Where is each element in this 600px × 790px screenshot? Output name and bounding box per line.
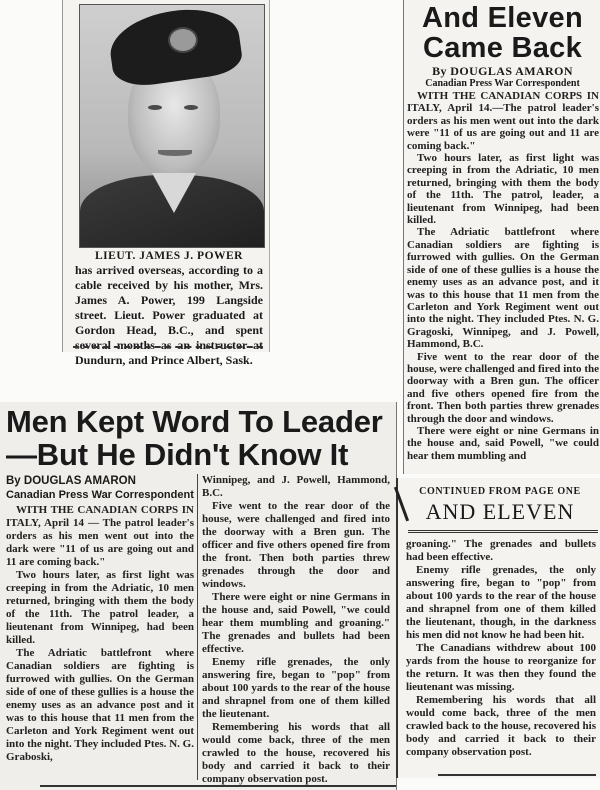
paragraph: Five went to the rear door of the house, were challenged and fired into the doorway with a Bren gun. The officer and five others opened fire from the front. Then both parties threw grenades through the door and windows. — [202, 500, 390, 590]
paragraph: Two hours later, as first light was creeping in from the Adriatic, 10 men returned, bringing with them the body of the 11th. The patrol leader, a lieutenant from Winnipeg, had been killed. — [6, 569, 194, 646]
bottom-rule — [438, 774, 596, 776]
article-headline: And Eleven Came Back — [422, 2, 583, 64]
paragraph: There were eight or nine Germans in the house and, said Powell, "we could hear them mumbling and groaning." The grenades and bullets had been effective. — [202, 591, 390, 655]
paragraph: Enemy rifle grenades, the only answering fire, began to "pop" from about 100 yards to the rear of the house and shrapnel from one of them killed the lieutenant. — [202, 656, 390, 720]
double-rule — [408, 530, 598, 533]
paragraph: The Adriatic battlefront where Canadian soldiers are fighting is furrowed with gullies. On the German side of one of these gullies is a house the enemy uses as an advance post and it was to this house that 11 men from the Carleton and York Regiment went out into the night. They included Ptes. N. G. Graboski, — [6, 647, 194, 763]
paragraph: Five went to the rear door of the house, were challenged and fired into the doorway with a Bren gun. The officer and five others opened fire from the front. Then both parties threw grenades through the door and windows. — [407, 350, 599, 425]
paragraph: The Adriatic battlefront where Canadian soldiers are fighting is furrowed with gullies. On the German side of one of these gullies is a house the enemy uses as an advance post, and it was to this house that 11 men from the Carleton and York Regiment went out into the night. They included Ptes. N. G. Gragoski, Winnipeg, and J. Powell, Hammond, B.C. — [407, 226, 599, 351]
paragraph: Winnipeg, and J. Powell, Hammond, B.C. — [202, 474, 390, 499]
byline-subtitle: Canadian Press War Correspondent — [6, 489, 194, 501]
paragraph: WITH THE CANADIAN CORPS IN ITALY, April 14 — The patrol leader's orders as his men went out into the dark were "11 of us are going out and 11 are coming back." — [6, 504, 194, 568]
byline-subtitle: Canadian Press War Correspondent — [425, 78, 580, 89]
column-divider — [197, 474, 198, 780]
bottom-rule — [40, 785, 396, 787]
paragraph: groaning." The grenades and bullets had been effective. — [406, 538, 596, 563]
paragraph: WITH THE CANADIAN CORPS IN ITALY, April 14.—The patrol leader's orders as his men went out into the dark were "11 of us are going out and 11 are coming back." — [407, 90, 599, 152]
paragraph: Remembering his words that all would come back, three of the men crawled to the house, recovered his body and carried it back to their company observation post. — [202, 721, 390, 785]
headline-line: —But He Didn't Know It — [6, 437, 349, 472]
eye-shape — [184, 105, 198, 110]
mouth-shape — [158, 150, 192, 156]
portrait-photo — [79, 4, 265, 248]
article-body — [404, 90, 600, 462]
dashed-divider — [73, 346, 263, 348]
paragraph: Remembering his words that all would come back, three of the men crawled back to the house, recovered his body and carried it back to their company observation post. — [406, 694, 596, 758]
paragraph: Two hours later, as first light was creeping in from the Adriatic, 10 men returned, bringing with them the body of the 11th. The patrol, leader, a lieutenant from Winnipeg, had been killed. — [407, 152, 599, 227]
photo-clipping — [62, 0, 270, 367]
article-column-1 — [6, 504, 194, 764]
article-body — [398, 538, 600, 759]
photo-caption — [75, 250, 263, 368]
article-column-2 — [202, 474, 390, 786]
continued-label: CONTINUED FROM PAGE ONE — [419, 486, 581, 497]
right-article-clipping — [403, 0, 600, 474]
continued-article-clipping — [396, 478, 600, 778]
paragraph: The Canadians withdrew about 100 yards from the house to reorganize for the return. It was then they found the lieutenant was missing. — [406, 642, 596, 693]
left-article-clipping — [0, 402, 397, 790]
byline: By DOUGLAS AMARON — [6, 475, 136, 487]
continued-title: AND ELEVEN — [425, 499, 575, 524]
paragraph: Enemy rifle grenades, the only answering fire, began to "pop" from about 100 yards to the rear of the house and shrapnel from one of them killed the lieutenant, though, in the darkness his men did not know he had been hit. — [406, 564, 596, 641]
caption-text: has arrived overseas, according to a cable received by his mother, Mrs. James A. Power, 199 Langside street. Lieut. Power graduated at Gordon Head, B.C., and spent several months as an instructor at Dundurn, and Prince Albert, Sask. — [75, 263, 263, 367]
caption-name: LIEUT. JAMES J. POWER — [95, 250, 243, 262]
headline-line: Men Kept Word To Leader — [6, 404, 383, 439]
cap-badge-icon — [168, 27, 198, 53]
article-headline — [6, 405, 396, 471]
eye-shape — [148, 105, 162, 110]
byline: By DOUGLAS AMARON — [432, 64, 573, 78]
paragraph: There were eight or nine Germans in the house and, said Powell, "we could hear them mumbling and — [407, 424, 599, 462]
